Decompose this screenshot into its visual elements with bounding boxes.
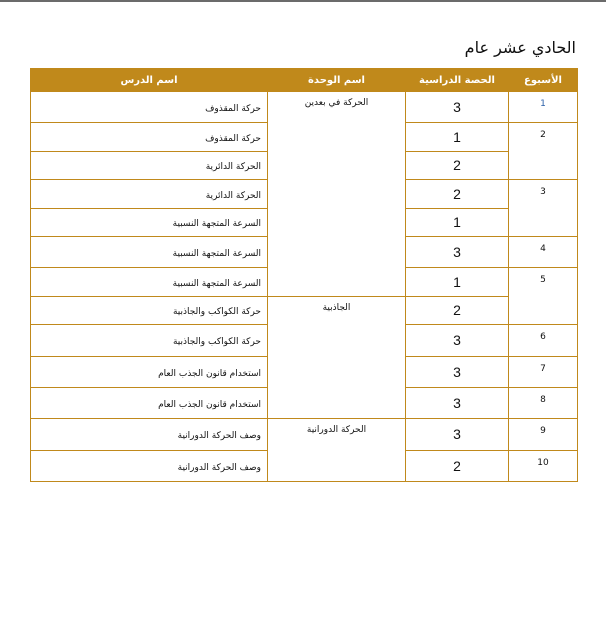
period-cell: 2 bbox=[406, 296, 509, 324]
unit-cell: الحركة في بعدين bbox=[268, 92, 406, 297]
week-cell: 7 bbox=[509, 356, 578, 387]
lesson-cell: السرعة المتجهة النسبية bbox=[31, 208, 268, 236]
lesson-cell: السرعة المتجهة النسبية bbox=[31, 236, 268, 267]
week-cell: 3 bbox=[509, 180, 578, 237]
table-row bbox=[31, 419, 578, 450]
top-border bbox=[0, 0, 606, 2]
lesson-cell: وصف الحركة الدورانية bbox=[31, 419, 268, 450]
period-cell: 2 bbox=[406, 180, 509, 208]
period-cell: 3 bbox=[406, 419, 509, 450]
week-cell: 6 bbox=[509, 325, 578, 356]
lesson-cell: حركة الكواكب والجاذبية bbox=[31, 325, 268, 356]
lesson-cell: حركة المقذوف bbox=[31, 92, 268, 123]
schedule-table bbox=[30, 68, 578, 482]
period-cell: 3 bbox=[406, 325, 509, 356]
week-cell: 9 bbox=[509, 419, 578, 450]
week-cell: 8 bbox=[509, 387, 578, 418]
period-cell: 3 bbox=[406, 236, 509, 267]
period-cell: 3 bbox=[406, 356, 509, 387]
lesson-cell: استخدام قانون الجذب العام bbox=[31, 387, 268, 418]
lesson-cell: الحركة الدائرية bbox=[31, 180, 268, 208]
week-cell: 5 bbox=[509, 268, 578, 325]
header-period: الحصة الدراسية bbox=[406, 69, 509, 92]
week-cell: 1 bbox=[509, 92, 578, 123]
week-cell: 2 bbox=[509, 123, 578, 180]
period-cell: 2 bbox=[406, 151, 509, 179]
period-cell: 3 bbox=[406, 92, 509, 123]
period-cell: 2 bbox=[406, 450, 509, 481]
table-row bbox=[31, 296, 578, 324]
header-unit: اسم الوحدة bbox=[268, 69, 406, 92]
period-cell: 3 bbox=[406, 387, 509, 418]
period-cell: 1 bbox=[406, 208, 509, 236]
period-cell: 1 bbox=[406, 268, 509, 296]
page-title: الحادي عشر عام bbox=[464, 38, 576, 57]
lesson-cell: حركة الكواكب والجاذبية bbox=[31, 296, 268, 324]
table-body bbox=[31, 92, 578, 482]
week-cell: 4 bbox=[509, 236, 578, 267]
table-row bbox=[31, 92, 578, 123]
unit-cell: الجاذبية bbox=[268, 296, 406, 419]
header-lesson: اسم الدرس bbox=[31, 69, 268, 92]
period-cell: 1 bbox=[406, 123, 509, 151]
week-cell: 10 bbox=[509, 450, 578, 481]
table-header-row bbox=[31, 69, 578, 92]
lesson-cell: السرعة المتجهة النسبية bbox=[31, 268, 268, 296]
header-week: الأسبوع bbox=[509, 69, 578, 92]
lesson-cell: حركة المقذوف bbox=[31, 123, 268, 151]
unit-cell: الحركة الدورانية bbox=[268, 419, 406, 482]
lesson-cell: وصف الحركة الدورانية bbox=[31, 450, 268, 481]
lesson-cell: الحركة الدائرية bbox=[31, 151, 268, 179]
lesson-cell: استخدام قانون الجذب العام bbox=[31, 356, 268, 387]
